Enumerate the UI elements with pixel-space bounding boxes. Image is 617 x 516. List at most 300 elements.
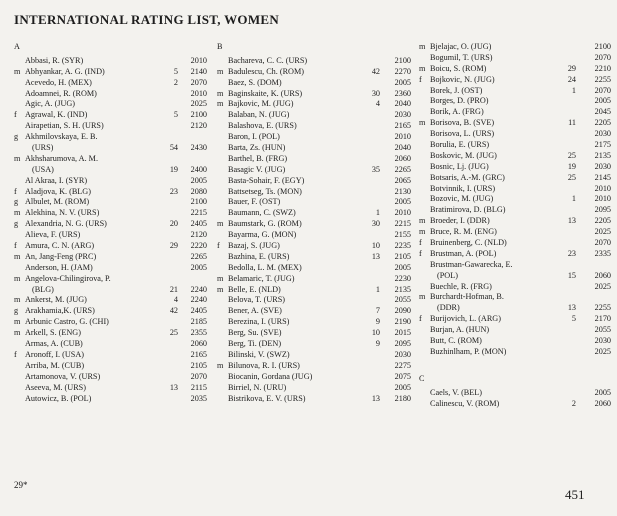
- rating-value: 2165: [394, 121, 411, 131]
- player-name: Bazaj, S. (JUG): [228, 241, 280, 251]
- title-code: m: [217, 66, 224, 76]
- player-name: Caels, V. (BEL): [430, 387, 483, 397]
- games-count: 29: [169, 241, 178, 251]
- title-code: m: [217, 273, 224, 283]
- player-name: Burchardt-Hofman, B.: [430, 292, 504, 302]
- title-code: m: [14, 273, 21, 283]
- player-row: [419, 140, 613, 151]
- player-name: Bazhina, E. (URS): [228, 251, 290, 261]
- games-count: 42: [169, 306, 178, 316]
- rating-value: 2060: [594, 398, 611, 408]
- rating-value: 2005: [190, 262, 207, 272]
- player-row: [419, 107, 613, 118]
- player-name: Borulia, E. (URS): [430, 140, 490, 150]
- rating-value: 2010: [594, 194, 611, 204]
- title-code: f: [14, 110, 17, 120]
- player-row: [217, 285, 414, 296]
- player-name: Balaban, N. (JUG): [228, 110, 290, 120]
- player-name: Berg, Su. (SVE): [228, 328, 282, 338]
- player-name: Birriel, N. (URU): [228, 382, 287, 392]
- games-count: 21: [169, 284, 178, 294]
- player-row: [419, 238, 613, 249]
- player-name: Borges, D. (PRO): [430, 96, 489, 106]
- player-row: [217, 132, 414, 143]
- player-row: [419, 162, 613, 173]
- rating-value: 2105: [190, 360, 207, 370]
- player-name: Albulet, M. (ROM): [25, 197, 90, 207]
- player-name: Balashova, E. (URS): [228, 121, 297, 131]
- player-row: [217, 197, 414, 208]
- title-code: m: [14, 317, 21, 327]
- player-name: Bilinski, V. (SWZ): [228, 349, 290, 359]
- rating-column: [217, 42, 414, 404]
- rating-column: [14, 42, 212, 404]
- player-name: Abbasi, R. (SYR): [25, 55, 84, 65]
- player-row: [217, 89, 414, 100]
- player-row: [14, 132, 212, 143]
- player-row: [14, 67, 212, 78]
- title-code: f: [419, 74, 422, 84]
- player-row: [14, 208, 212, 219]
- rating-value: 2100: [190, 110, 207, 120]
- player-name: Calinescu, V. (ROM): [430, 398, 500, 408]
- games-count: 13: [567, 216, 576, 226]
- section-letter: [419, 374, 613, 385]
- player-name: Badulescu, Ch. (ROM): [228, 66, 304, 76]
- player-name: Berezina, I. (URS): [228, 317, 290, 327]
- title-code: m: [14, 251, 21, 261]
- player-name: Bjelajac, O. (JUG): [430, 42, 492, 51]
- rating-value: 2215: [394, 219, 411, 229]
- games-count: 25: [567, 172, 576, 182]
- rating-value: 2240: [190, 295, 207, 305]
- player-row: [14, 176, 212, 187]
- rating-value: 2205: [594, 118, 611, 128]
- player-name: Anderson, H. (JAM): [25, 262, 93, 272]
- player-name: Aseeva, M. (URS): [25, 382, 86, 392]
- rating-value: 2255: [594, 74, 611, 84]
- rating-value: 2005: [394, 262, 411, 272]
- games-count: 13: [371, 251, 380, 261]
- player-row: [14, 143, 212, 154]
- player-row: [419, 173, 613, 184]
- games-count: 13: [371, 393, 380, 403]
- player-row: [14, 197, 212, 208]
- games-count: 4: [375, 99, 380, 109]
- rating-value: 2190: [394, 317, 411, 327]
- rating-value: 2010: [594, 183, 611, 193]
- rating-value: 2155: [394, 230, 411, 240]
- player-name: Angelova-Chilingirova, P.: [25, 273, 111, 283]
- player-row: [217, 317, 414, 328]
- player-name: Bratimirova, D. (BLG): [430, 205, 506, 215]
- rating-value: 2060: [190, 339, 207, 349]
- player-name: Borisova, L. (URS): [430, 129, 495, 139]
- player-name: Amura, C. N. (ARG): [25, 241, 95, 251]
- player-name: Belamaric, T. (JUG): [228, 273, 295, 283]
- title-code: f: [419, 248, 422, 258]
- player-row: [14, 372, 212, 383]
- rating-value: 2030: [594, 336, 611, 346]
- player-name: Barthel, B. (FRG): [228, 153, 288, 163]
- player-name: Bruinenberg, C. (NLD): [430, 238, 507, 248]
- player-row: [217, 295, 414, 306]
- player-row: [217, 372, 414, 383]
- player-row: [217, 274, 414, 285]
- player-name: An, Jang-Feng (PRC): [25, 251, 97, 261]
- section-letter-text: C: [419, 373, 425, 383]
- player-name: Bogumil, T. (URS): [430, 52, 493, 62]
- title-code: m: [217, 88, 224, 98]
- player-name: Artamonova, V. (URS): [25, 371, 101, 381]
- player-row: [14, 78, 212, 89]
- player-row: [217, 165, 414, 176]
- player-name: Arbunic Castro, G. (CHI): [25, 317, 109, 327]
- rating-value: 2240: [190, 284, 207, 294]
- rating-value: 2070: [594, 238, 611, 248]
- player-row: [14, 165, 212, 176]
- player-row: [217, 56, 414, 67]
- player-row: [14, 317, 212, 328]
- player-row: [419, 184, 613, 195]
- games-count: 9: [375, 317, 380, 327]
- player-name: Adoamnei, R. (ROM): [25, 88, 97, 98]
- player-row: [14, 285, 212, 296]
- player-row: [14, 110, 212, 121]
- player-row: [14, 361, 212, 372]
- player-row: [14, 241, 212, 252]
- player-name: Autowicz, B. (POL): [25, 393, 92, 403]
- player-name: Bruce, R. M. (ENG): [430, 227, 497, 237]
- player-name: Ankerst, M. (JUG): [25, 295, 87, 305]
- rating-value: 2060: [594, 270, 611, 280]
- player-name: Borek, J. (OST): [430, 85, 483, 95]
- player-row: [419, 118, 613, 129]
- player-row: [217, 241, 414, 252]
- rating-value: 2065: [394, 175, 411, 185]
- player-row: [14, 252, 212, 263]
- title-code: g: [14, 306, 19, 316]
- games-count: 1: [375, 284, 380, 294]
- games-count: 54: [169, 143, 178, 153]
- player-name: Armas, A. (CUB): [25, 339, 83, 349]
- title-code: m: [217, 360, 224, 370]
- player-row: [14, 56, 212, 67]
- title-code: m: [419, 216, 426, 226]
- rating-value: 2010: [190, 55, 207, 65]
- player-row: [419, 292, 613, 303]
- player-row: [419, 399, 613, 410]
- games-count: 42: [371, 66, 380, 76]
- signature-mark: 29*: [14, 480, 28, 490]
- rating-value: 2430: [190, 143, 207, 153]
- player-name: Baginskaite, K. (URS): [228, 88, 303, 98]
- player-row: [419, 64, 613, 75]
- rating-value: 2235: [394, 241, 411, 251]
- player-name: Butt, C. (ROM): [430, 336, 482, 346]
- games-count: 1: [571, 85, 576, 95]
- title-code: f: [419, 314, 422, 324]
- rating-value: 2025: [594, 227, 611, 237]
- rating-value: 2040: [394, 99, 411, 109]
- rating-value: 2010: [190, 88, 207, 98]
- rating-value: 2255: [594, 303, 611, 313]
- player-name: (BLG): [32, 284, 54, 294]
- section-letter: [14, 42, 212, 53]
- rating-value: 2025: [594, 281, 611, 291]
- games-count: 23: [169, 186, 178, 196]
- player-name: Agic, A. (JUG): [25, 99, 76, 109]
- player-name: Baez, S. (DOM): [228, 77, 282, 87]
- games-count: 30: [371, 219, 380, 229]
- games-count: 20: [169, 219, 178, 229]
- player-name: Bedolla, L. M. (MEX): [228, 262, 302, 272]
- player-name: Bilunova, R. I. (URS): [228, 360, 300, 370]
- player-name: Basagic V. (JUG): [228, 164, 286, 174]
- rating-value: 2005: [594, 387, 611, 397]
- rating-value: 2080: [190, 186, 207, 196]
- player-name: Arakhamia,K. (URS): [25, 306, 95, 316]
- player-name: Alieva, F. (URS): [25, 230, 81, 240]
- player-row: [419, 325, 613, 336]
- rating-value: 2015: [394, 328, 411, 338]
- rating-value: 2100: [394, 55, 411, 65]
- player-name: Boicu, S. (ROM): [430, 63, 487, 73]
- rating-value: 2005: [394, 197, 411, 207]
- player-row: [217, 306, 414, 317]
- player-row: [14, 121, 212, 132]
- rating-value: 2265: [190, 251, 207, 261]
- player-name: (DDR): [437, 303, 460, 313]
- rating-value: 2355: [190, 328, 207, 338]
- games-count: 30: [371, 88, 380, 98]
- player-name: Alexandria, N. G. (URS): [25, 219, 107, 229]
- player-row: [217, 121, 414, 132]
- player-row: [14, 295, 212, 306]
- player-name: Bojkovic, N. (JUG): [430, 74, 495, 84]
- player-row: [14, 230, 212, 241]
- player-row: [419, 216, 613, 227]
- page-title: INTERNATIONAL RATING LIST, WOMEN: [14, 12, 280, 27]
- player-row: [217, 230, 414, 241]
- player-name: Aronoff, I. (USA): [25, 349, 84, 359]
- games-count: 10: [371, 241, 380, 251]
- games-count: 7: [375, 306, 380, 316]
- title-code: f: [217, 241, 220, 251]
- rating-value: 2095: [394, 339, 411, 349]
- player-name: Baumstark, G. (ROM): [228, 219, 302, 229]
- player-name: Agrawal, K. (IND): [25, 110, 88, 120]
- player-name: Brustman, A. (POL): [430, 248, 497, 258]
- rating-value: 2010: [394, 208, 411, 218]
- games-count: 1: [375, 208, 380, 218]
- title-code: m: [419, 118, 426, 128]
- player-row: [14, 339, 212, 350]
- player-name: (POL): [437, 270, 458, 280]
- player-row: [14, 154, 212, 165]
- games-count: 19: [567, 161, 576, 171]
- games-count: 5: [173, 66, 178, 76]
- player-name: Burijovich, L. (ARG): [430, 314, 501, 324]
- title-code: f: [14, 186, 17, 196]
- player-row: [14, 89, 212, 100]
- rating-value: 2140: [190, 66, 207, 76]
- rating-value: 2180: [394, 393, 411, 403]
- rating-value: 2405: [190, 219, 207, 229]
- title-code: f: [419, 238, 422, 248]
- title-code: g: [14, 132, 19, 142]
- player-row: [419, 151, 613, 162]
- player-row: [419, 129, 613, 140]
- rating-value: 2165: [190, 349, 207, 359]
- player-name: Bistrikova, E. V. (URS): [228, 393, 306, 403]
- rating-value: 2070: [190, 371, 207, 381]
- player-name: Buechle, R. (FRG): [430, 281, 492, 291]
- title-code: g: [14, 219, 19, 229]
- player-name: Bajkovic, M. (JUG): [228, 99, 294, 109]
- player-name: Belle, E. (NLD): [228, 284, 281, 294]
- games-count: 10: [371, 328, 380, 338]
- player-row: [14, 306, 212, 317]
- player-name: (URS): [32, 143, 54, 153]
- games-count: 4: [173, 295, 178, 305]
- rating-value: 2115: [190, 382, 207, 392]
- player-name: Buzhinlham, P. (MON): [430, 346, 507, 356]
- title-code: m: [419, 42, 426, 51]
- player-name: Akhmilovskaya, E. B.: [25, 132, 98, 142]
- rating-value: 2135: [594, 150, 611, 160]
- player-name: Aladjova, K. (BLG): [25, 186, 91, 196]
- section-gap: [419, 358, 613, 374]
- title-code: m: [14, 153, 21, 163]
- games-count: 9: [375, 339, 380, 349]
- player-row: [419, 249, 613, 260]
- title-code: m: [217, 219, 224, 229]
- games-count: 5: [173, 110, 178, 120]
- player-name: Abhyankar, A. G. (IND): [25, 66, 105, 76]
- player-row: [419, 282, 613, 293]
- games-count: 19: [169, 164, 178, 174]
- player-name: Bauer, F. (OST): [228, 197, 281, 207]
- rating-value: 2135: [394, 284, 411, 294]
- player-row: [14, 383, 212, 394]
- title-code: m: [14, 295, 21, 305]
- player-row: [419, 271, 613, 282]
- player-row: [217, 263, 414, 274]
- rating-value: 2185: [190, 317, 207, 327]
- rating-value: 2055: [594, 325, 611, 335]
- player-row: [419, 336, 613, 347]
- title-code: m: [419, 227, 426, 237]
- rating-value: 2045: [594, 107, 611, 117]
- rating-column: [419, 42, 613, 410]
- rating-value: 2005: [594, 96, 611, 106]
- title-code: g: [14, 197, 19, 207]
- rating-value: 2205: [594, 216, 611, 226]
- rating-value: 2265: [394, 164, 411, 174]
- page-number: 451: [565, 487, 585, 502]
- rating-value: 2010: [394, 132, 411, 142]
- rating-value: 2090: [394, 306, 411, 316]
- rating-value: 2100: [190, 197, 207, 207]
- player-name: Bozovic, M. (JUG): [430, 194, 494, 204]
- rating-value: 2040: [394, 143, 411, 153]
- player-row: [217, 110, 414, 121]
- player-name: Boskovic, M. (JUG): [430, 150, 497, 160]
- player-row: [217, 252, 414, 263]
- rating-value: 2405: [190, 306, 207, 316]
- rating-value: 2170: [594, 314, 611, 324]
- games-count: 35: [371, 164, 380, 174]
- rating-value: 2100: [594, 42, 611, 51]
- section-letter: [217, 42, 414, 53]
- rating-value: 2230: [394, 273, 411, 283]
- player-name: Botsaris, A.-M. (GRC): [430, 172, 505, 182]
- games-count: 2: [571, 398, 576, 408]
- title-code: m: [217, 284, 224, 294]
- player-name: Al Akraa, I. (SYR): [25, 175, 88, 185]
- rating-value: 2145: [594, 172, 611, 182]
- player-row: [217, 78, 414, 89]
- player-row: [217, 339, 414, 350]
- player-name: Berg, Ti. (DEN): [228, 339, 282, 349]
- games-count: 15: [567, 270, 576, 280]
- player-row: [419, 205, 613, 216]
- games-count: 1: [571, 194, 576, 204]
- player-row: [217, 361, 414, 372]
- player-row: [217, 67, 414, 78]
- player-name: Biocanin, Gordana (JUG): [228, 371, 313, 381]
- rating-value: 2175: [594, 140, 611, 150]
- title-code: m: [419, 63, 426, 73]
- rating-value: 2005: [394, 382, 411, 392]
- games-count: 13: [567, 303, 576, 313]
- player-row: [419, 86, 613, 97]
- rating-value: 2005: [394, 77, 411, 87]
- player-row: [419, 53, 613, 64]
- rating-value: 2215: [190, 208, 207, 218]
- player-row: [14, 328, 212, 339]
- player-row: [217, 99, 414, 110]
- rating-value: 2030: [594, 129, 611, 139]
- player-row: [217, 383, 414, 394]
- rating-value: 2030: [594, 161, 611, 171]
- rating-value: 2120: [190, 230, 207, 240]
- player-row: [217, 350, 414, 361]
- rating-value: 2070: [594, 52, 611, 62]
- title-code: m: [14, 208, 21, 218]
- player-row: [14, 394, 212, 405]
- rating-value: 2105: [394, 251, 411, 261]
- player-name: Akhsharumova, A. M.: [25, 153, 98, 163]
- player-row: [419, 314, 613, 325]
- title-code: m: [14, 66, 21, 76]
- player-row: [217, 394, 414, 405]
- player-row: [419, 96, 613, 107]
- player-row: [419, 42, 613, 53]
- rating-value: 2055: [394, 295, 411, 305]
- player-row: [217, 187, 414, 198]
- games-count: 29: [567, 63, 576, 73]
- rating-value: 2070: [594, 85, 611, 95]
- player-name: Broeder, I. (DDR): [430, 216, 490, 226]
- player-row: [217, 219, 414, 230]
- rating-value: 2075: [394, 371, 411, 381]
- rating-value: 2210: [594, 63, 611, 73]
- rating-value: 2025: [190, 99, 207, 109]
- player-name: Bayarma, G. (MON): [228, 230, 297, 240]
- rating-value: 2335: [594, 248, 611, 258]
